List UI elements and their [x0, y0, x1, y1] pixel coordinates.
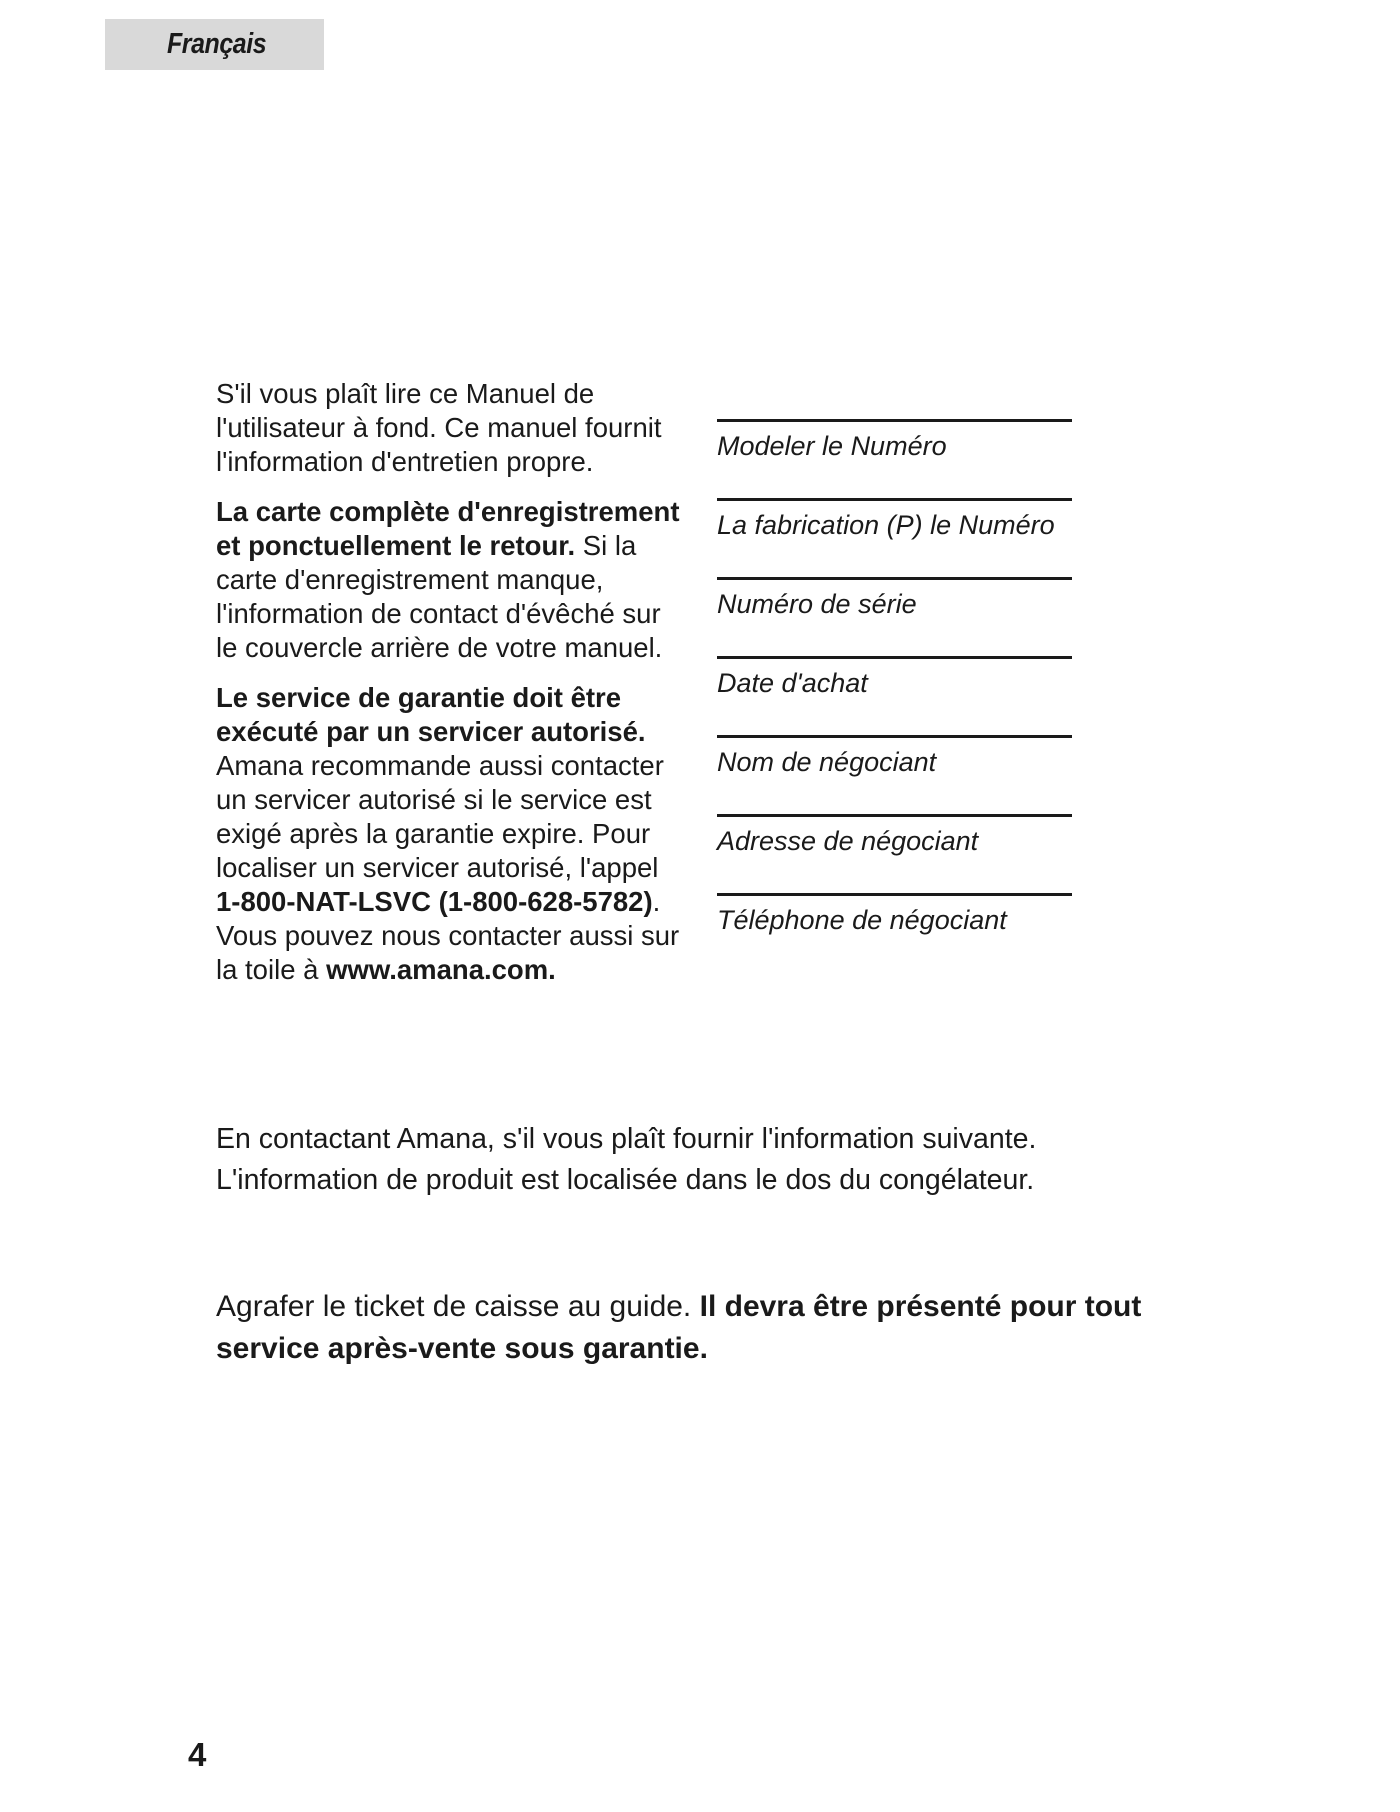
warranty-text: Amana recommande aussi contacter un servicer autorisé si le service est exigé après la garantie expire. Pour localiser un servicer autorisé, l'appel	[216, 750, 664, 883]
model-number-label: Modeler le Numéro	[717, 431, 947, 461]
manufacturing-number-label: La fabrication (P) le Numéro	[717, 510, 1055, 540]
dealer-address-field[interactable]	[717, 814, 1072, 893]
serial-number-label: Numéro de série	[717, 589, 917, 619]
receipt-note	[216, 1286, 1216, 1370]
model-number-field[interactable]	[717, 419, 1072, 498]
registration-heading: La carte complète d'enregistrement et ponctuellement le retour.	[216, 496, 680, 561]
web-text: . Vous pouvez nous contacter aussi sur la toile à	[216, 886, 680, 985]
intro-column	[216, 377, 688, 1003]
page-number: 4	[188, 1736, 207, 1773]
purchase-date-label: Date d'achat	[717, 668, 868, 698]
language-tab	[105, 19, 324, 70]
language-label: Français	[167, 28, 267, 60]
dealer-name-label: Nom de négociant	[717, 747, 937, 777]
registration-text: Si la carte d'enregistrement manque, l'information de contact d'évêché sur le couvercle arrière de votre manuel.	[216, 530, 663, 663]
receipt-note-text: Agrafer le ticket de caisse au guide.	[216, 1290, 700, 1323]
dealer-name-field[interactable]	[717, 735, 1072, 814]
warranty-heading: Le service de garantie doit être exécuté par un servicer autorisé.	[216, 682, 646, 747]
dealer-phone-label: Téléphone de négociant	[717, 905, 1007, 935]
contact-note	[216, 1119, 1216, 1201]
website-link: www.amana.com.	[326, 954, 556, 985]
warranty-paragraph	[216, 681, 688, 987]
receipt-note-bold: Il devra être présenté pour tout service après-vente sous garantie.	[216, 1290, 1142, 1365]
manufacturing-number-field[interactable]	[717, 498, 1072, 577]
dealer-phone-field[interactable]	[717, 893, 1072, 972]
contact-note-line-2: L'information de produit est localisée dans le dos du congélateur.	[216, 1164, 1035, 1196]
serial-number-field[interactable]	[717, 577, 1072, 656]
service-phone: 1-800-NAT-LSVC (1-800-628-5782)	[216, 886, 653, 917]
dealer-address-label: Adresse de négociant	[717, 826, 979, 856]
contact-note-line-1: En contactant Amana, s'il vous plaît fournir l'information suivante.	[216, 1123, 1037, 1155]
registration-paragraph	[216, 495, 688, 665]
product-info-form	[717, 419, 1072, 972]
read-manual-paragraph: S'il vous plaît lire ce Manuel de l'utilisateur à fond. Ce manuel fournit l'information d'entretien propre.	[216, 378, 662, 477]
purchase-date-field[interactable]	[717, 656, 1072, 735]
